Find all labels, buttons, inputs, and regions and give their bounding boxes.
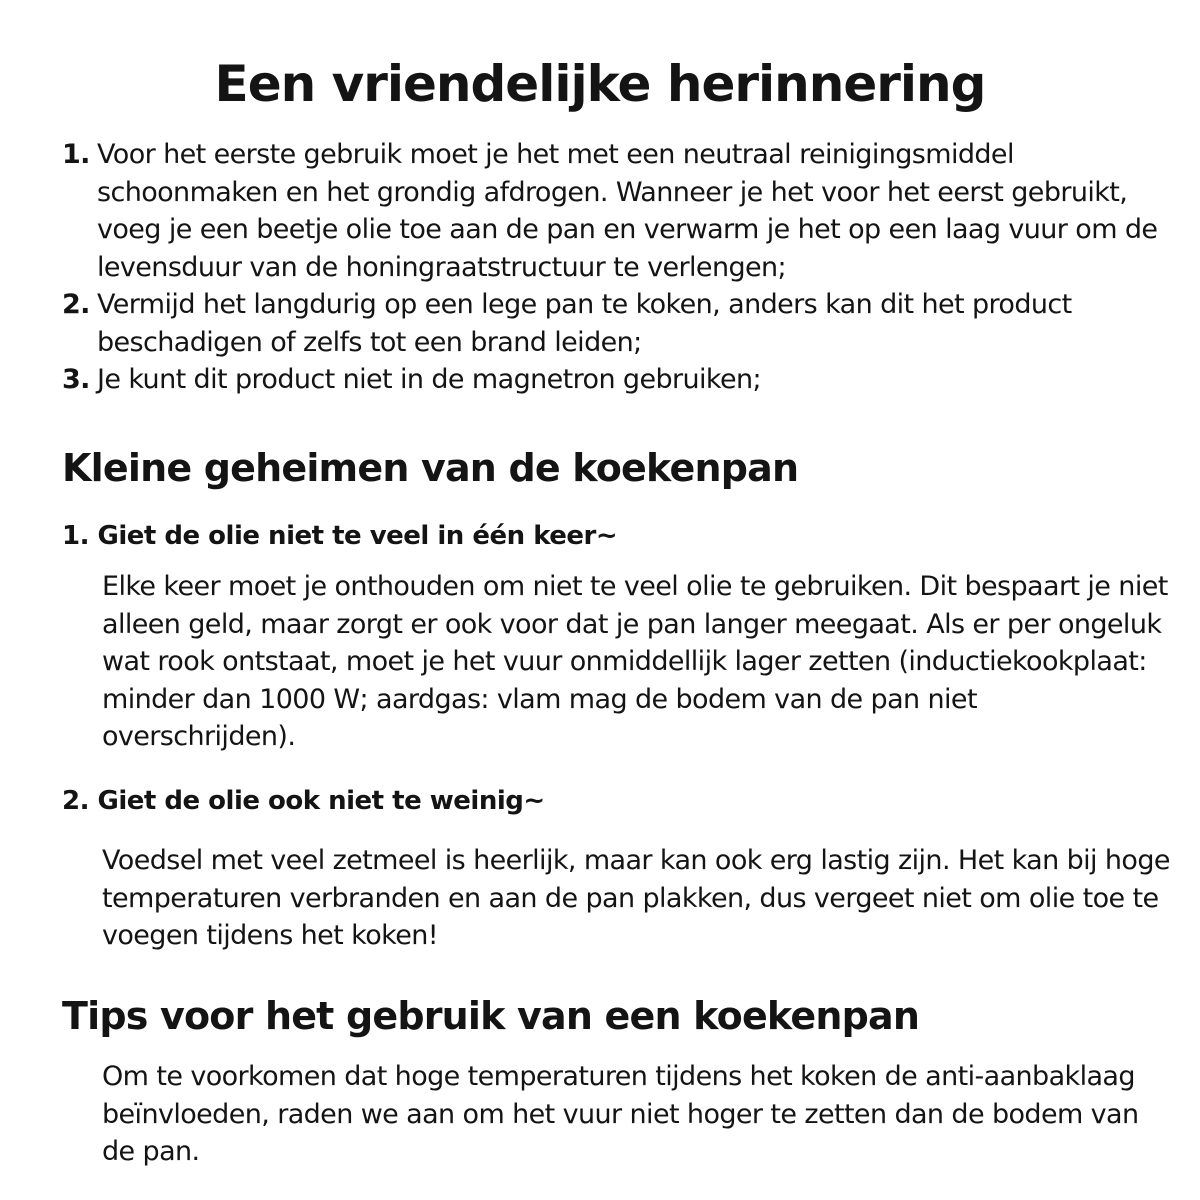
section-title-secrets: Kleine geheimen van de koekenpan bbox=[62, 446, 799, 490]
secret-paragraph-1: Elke keer moet je onthouden om niet te veel olie te gebruiken. Dit bespaart je niet alleen geld, maar zorgt er ook voor dat je pan langer meegaat. Als er per ongeluk wat rook ontstaat, moet je het vuur onmiddellijk lager zetten (inductiekookplaat: minder dan 1000 W; aardgas: vlam mag de bodem van de pan niet overschrijden). bbox=[102, 571, 1168, 752]
section-title-tips: Tips voor het gebruik van een koekenpan bbox=[62, 994, 920, 1038]
secret-heading-2: 2. Giet de olie ook niet te weinig~ bbox=[62, 786, 545, 816]
list-item-text: Voor het eerste gebruik moet je het met een neutraal reinigingsmiddel schoonmaken en het grondig afdrogen. Wanneer je het voor het eerst gebruikt, voeg je een beetje olie toe aan de pan en verwarm je het op een laag vuur om de levensduur van de honingraatstructuur te verlengen; bbox=[97, 139, 1158, 283]
list-item bbox=[62, 286, 1182, 361]
secret-heading-1: 1. Giet de olie niet te veel in één keer~ bbox=[62, 521, 618, 551]
list-number: 2. bbox=[62, 289, 90, 320]
list-number: 3. bbox=[62, 364, 90, 395]
list-number: 1. bbox=[62, 139, 90, 170]
list-item-text: Je kunt dit product niet in de magnetron gebruiken; bbox=[97, 364, 762, 395]
list-item bbox=[62, 361, 1182, 399]
reminder-list bbox=[62, 136, 1182, 399]
list-item bbox=[62, 136, 1182, 286]
tips-paragraph: Om te voorkomen dat hoge temperaturen tijdens het koken de anti-aanbaklaag beïnvloeden, raden we aan om het vuur niet hoger te zetten dan de bodem van de pan. bbox=[102, 1061, 1139, 1167]
list-item-text: Vermijd het langdurig op een lege pan te koken, anders kan dit het product beschadigen of zelfs tot een brand leiden; bbox=[97, 289, 1072, 358]
secret-paragraph-2: Voedsel met veel zetmeel is heerlijk, maar kan ook erg lastig zijn. Het kan bij hoge temperaturen verbranden en aan de pan plakken, dus vergeet niet om olie toe te voegen tijdens het koken! bbox=[102, 845, 1170, 951]
page-title: Een vriendelijke herinnering bbox=[214, 55, 986, 113]
